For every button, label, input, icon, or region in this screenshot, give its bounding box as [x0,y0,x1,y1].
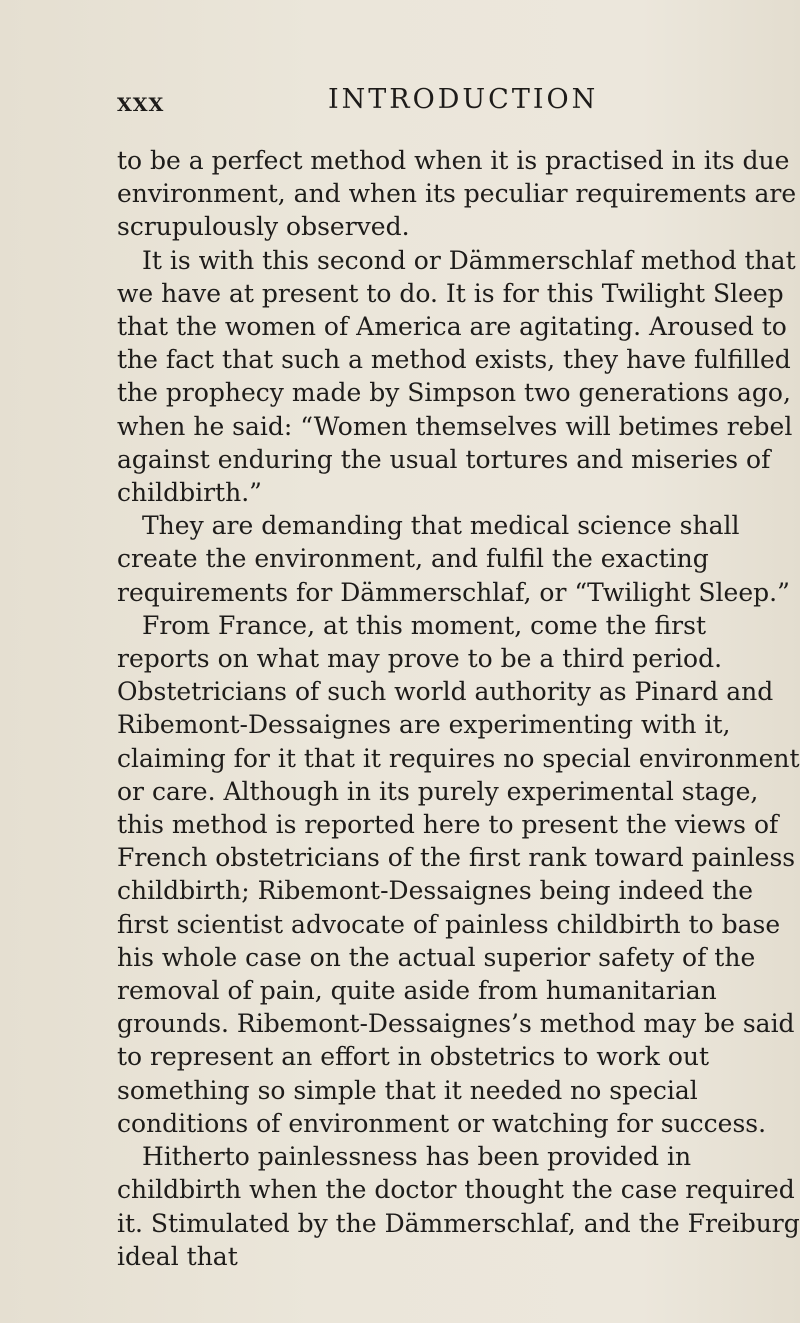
page-number: XXX [117,94,165,116]
paragraph: It is with this second or Dämmerschlaf method that we have at present to do. It is for this Twilight Sleep that the women of America are agitating. Aroused to the fact that such a method exists, they have fulfilled the prophecy made by Simpson two generations ago, when he said: “Women themselves will betimes rebel against enduring the usual tortures and miseries of childbirth.” [117,245,796,508]
body-text [117,144,800,1273]
paragraph: to be a perfect method when it is practised in its due environment, and when its peculiar requirements are scrupulously observed. [117,146,797,242]
paragraph: They are demanding that medical science shall create the environment, and fulfil the exacting requirements for Dämmerschlaf, or “Twilight Sleep.” [117,511,790,607]
page-header [117,84,757,124]
running-head: INTRODUCTION [328,84,599,115]
paragraph: From France, at this moment, come the first reports on what may prove to be a third period. Obstetricians of such world authority as Pinard and Ribemont-Dessaignes are experimenting with it, claiming for it that it requires no special environment or care. Although in its purely experimental stage, this method is reported here to present the views of French obstetricians of the first rank toward painless childbirth; Ribemont-Dessaignes being indeed the first scientist advocate of painless childbirth to base his whole case on the actual superior safety of the removal of pain, quite aside from humanitarian grounds. Ribemont-Dessaignes’s method may be said to represent an effort in obstetrics to work out something so simple that it needed no special conditions of environment or watching for success. [117,610,800,1138]
paragraph: Hitherto painlessness has been provided in childbirth when the doctor thought the case required it. Stimulated by the Dämmerschlaf, and the Freiburg ideal that [117,1142,800,1271]
